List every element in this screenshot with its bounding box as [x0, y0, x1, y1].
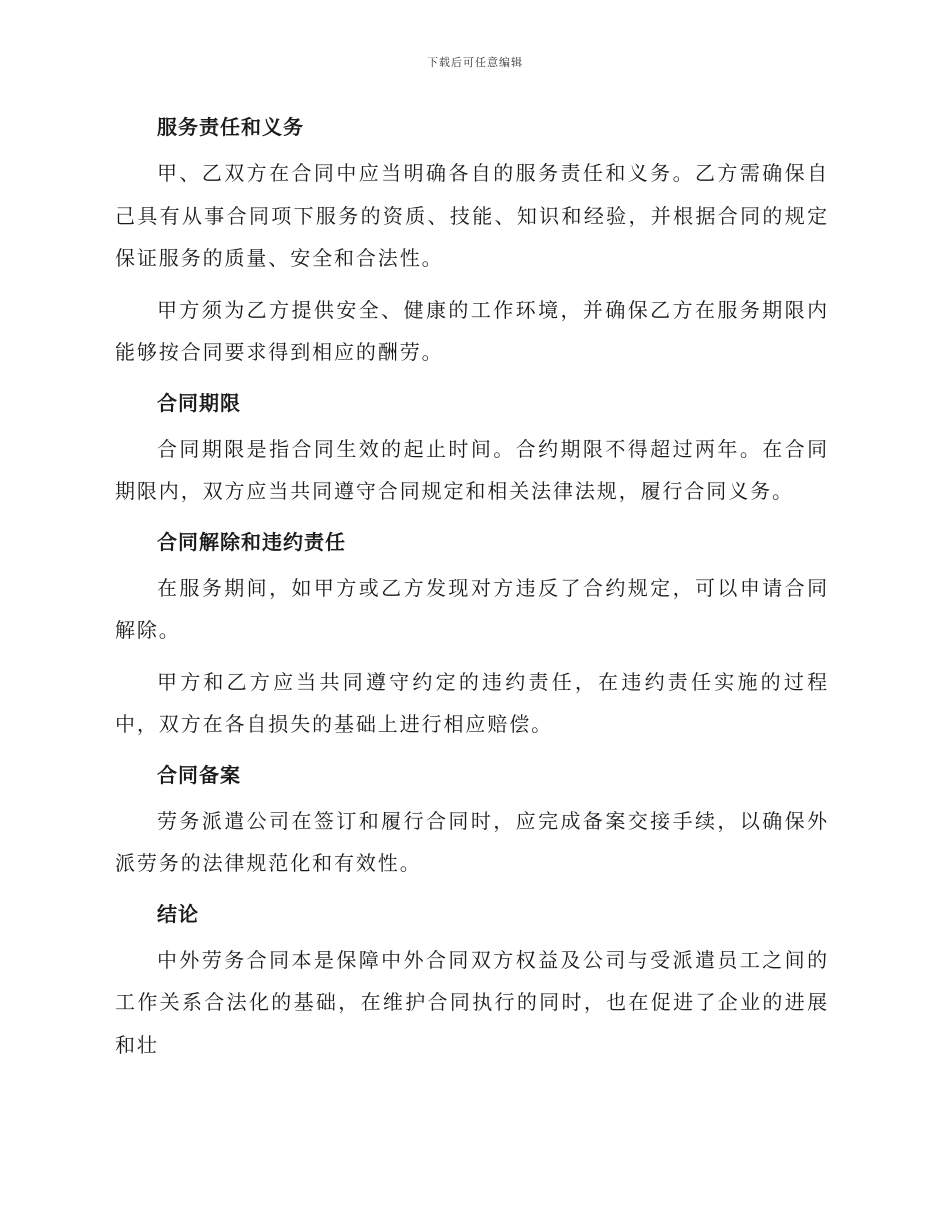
section-service-duties — [115, 110, 829, 374]
paragraph: 中外劳务合同本是保障中外合同双方权益及公司与受派遣员工之间的工作关系合法化的基础，在维护合同执行的同时，也在促进了企业的进展和壮 — [115, 947, 829, 1057]
section-heading: 合同解除和违约责任 — [157, 529, 346, 554]
section-termination-liability — [115, 525, 829, 746]
paragraph: 甲方须为乙方提供安全、健康的工作环境，并确保乙方在服务期限内能够按合同要求得到相应的酬劳。 — [115, 297, 829, 364]
section-heading: 合同备案 — [157, 762, 241, 787]
section-conclusion — [115, 897, 829, 1067]
document-body — [115, 110, 829, 1066]
paragraph: 合同期限是指合同生效的起止时间。合约期限不得超过两年。在合同期限内，双方应当共同遵守合同规定和相关法律法规，履行合同义务。 — [115, 436, 829, 503]
paragraph: 甲方和乙方应当共同遵守约定的违约责任，在违约责任实施的过程中，双方在各自损失的基础上进行相应赔偿。 — [115, 669, 829, 736]
paragraph: 劳务派遣公司在签订和履行合同时，应完成备案交接手续，以确保外派劳务的法律规范化和有效性。 — [115, 808, 829, 875]
section-contract-filing — [115, 758, 829, 885]
paragraph: 甲、乙双方在合同中应当明确各自的服务责任和义务。乙方需确保自己具有从事合同项下服务的资质、技能、知识和经验，并根据合同的规定保证服务的质量、安全和合法性。 — [115, 161, 829, 270]
section-contract-term — [115, 386, 829, 513]
paragraph: 在服务期间，如甲方或乙方发现对方违反了合约规定，可以申请合同解除。 — [115, 575, 829, 642]
header-note: 下载后可任意编辑 — [427, 56, 523, 69]
section-heading: 结论 — [157, 901, 199, 926]
section-heading: 合同期限 — [157, 390, 241, 415]
section-heading: 服务责任和义务 — [157, 115, 304, 139]
